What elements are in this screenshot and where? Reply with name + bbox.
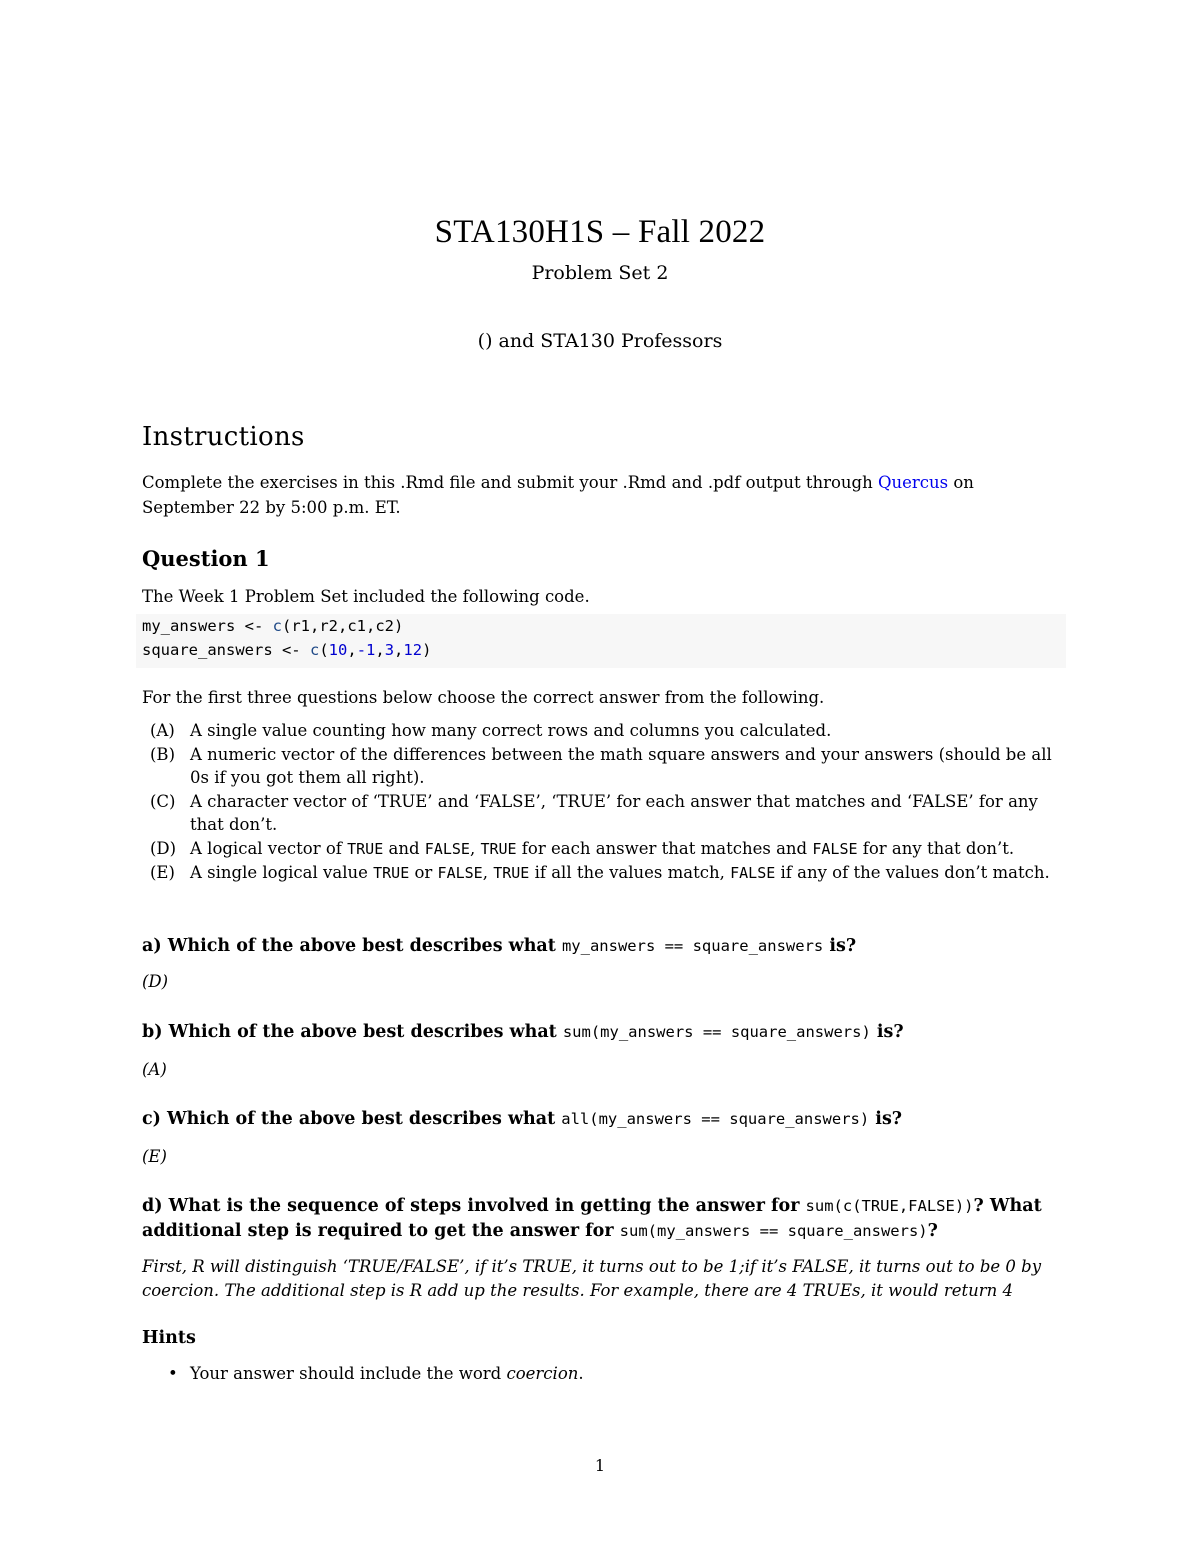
question-b — [142, 1020, 1060, 1045]
answer-options — [150, 719, 1062, 886]
document-author: () and STA130 Professors — [477, 330, 723, 352]
option-fragment: A single logical value — [190, 863, 374, 882]
question-code: my_answers == square_answers — [561, 937, 824, 955]
option-text: A character vector of ‘TRUE’ and ‘FALSE’, ‘TRUE’ for each answer that matches and ‘FALSE’ for any that don’t. — [190, 791, 1038, 834]
option-fragment: if any of the values don’t match. — [775, 863, 1050, 882]
quercus-link[interactable]: Quercus — [877, 473, 949, 492]
option-key: (E) — [150, 863, 175, 882]
question-text: b) Which of the above best describes what — [142, 1022, 563, 1042]
option-d — [150, 837, 1062, 862]
answer-a: (D) — [142, 972, 169, 991]
option-code: TRUE — [347, 839, 384, 858]
code-line-1 — [142, 617, 403, 635]
document-subtitle: Problem Set 2 — [531, 262, 669, 284]
question-text: d) What is the sequence of steps involved in getting the answer for — [142, 1196, 806, 1216]
question-code: sum(my_answers == square_answers) — [562, 1023, 871, 1041]
code-token: 12 — [403, 641, 423, 659]
option-code: FALSE — [812, 839, 858, 858]
question1-heading: Question 1 — [142, 546, 270, 571]
instructions-text-after: on September 22 by 5:00 p.m. ET. — [142, 473, 974, 517]
option-code: FALSE — [730, 864, 776, 882]
answer-b: (A) — [142, 1060, 167, 1079]
question-c — [142, 1107, 1060, 1132]
option-key: (A) — [150, 721, 175, 740]
question-text: a) Which of the above best describes what — [142, 936, 562, 956]
code-token: c — [309, 641, 320, 659]
option-text: A numeric vector of the differences between the math square answers and your answers (should be all 0s if you got them all right). — [190, 744, 1052, 787]
code-token: ( — [319, 641, 329, 659]
bullet-icon: • — [168, 1364, 178, 1383]
question-a — [142, 934, 1060, 959]
option-code: TRUE — [493, 864, 530, 882]
option-key: (B) — [150, 744, 175, 764]
option-code: FALSE — [424, 839, 470, 858]
code-token: ) — [422, 641, 432, 659]
option-key: (D) — [150, 838, 177, 858]
option-fragment: , — [482, 863, 494, 882]
code-token: (r1,r2,c1,c2) — [282, 617, 404, 635]
answer-c: (E) — [142, 1147, 167, 1166]
question-code: sum(c(TRUE,FALSE)) — [805, 1197, 974, 1215]
instructions-text — [142, 470, 1060, 520]
option-fragment: or — [409, 863, 438, 882]
option-fragment: , — [469, 838, 481, 858]
option-code: FALSE — [437, 864, 483, 882]
question-text: is? — [869, 1109, 903, 1129]
question-code: all(my_answers == square_answers) — [561, 1110, 870, 1128]
answer-d: First, R will distinguish ‘TRUE/FALSE’, if it’s TRUE, it turns out to be 1;if it’s FALSE, it turns out to be 0 by coercion. The additional step is R add up the results. For example, there are 4 TRUEs, it would return 4 — [142, 1257, 1042, 1300]
code-block — [136, 614, 1066, 668]
option-fragment: if all the values match, — [529, 863, 731, 882]
option-fragment: and — [383, 838, 425, 858]
question1-intro: The Week 1 Problem Set included the following code. — [142, 587, 590, 606]
question-d — [142, 1194, 1060, 1244]
option-text — [190, 837, 1062, 862]
question-text: ? — [927, 1221, 938, 1241]
code-token: c — [272, 617, 282, 635]
question-code: sum(my_answers == square_answers) — [619, 1222, 928, 1240]
hints-heading: Hints — [142, 1328, 196, 1348]
option-e — [150, 861, 1062, 886]
hint-fragment: . — [578, 1364, 584, 1383]
instructions-text-before: Complete the exercises in this .Rmd file and submit your .Rmd and .pdf output through — [142, 473, 878, 492]
question-text: ? What additional step is required to get the answer for — [142, 1196, 1042, 1241]
option-fragment: A logical vector of — [190, 838, 348, 858]
option-fragment: for any that don’t. — [857, 838, 1015, 858]
code-token: , — [394, 641, 404, 659]
question-text: is? — [870, 1022, 904, 1042]
option-key: (C) — [150, 791, 176, 811]
code-token: my_answers <- — [142, 617, 273, 635]
hints-list-item — [142, 1364, 1060, 1383]
option-text — [190, 861, 1062, 886]
code-token: square_answers <- — [142, 641, 310, 659]
hint-text — [190, 1364, 584, 1383]
option-code: TRUE — [373, 864, 410, 882]
code-line-2 — [142, 641, 431, 659]
question-text: is? — [823, 936, 857, 956]
hint-emphasis: coercion — [506, 1364, 579, 1383]
hint-fragment: Your answer should include the word — [190, 1364, 507, 1383]
code-token: , — [347, 641, 357, 659]
code-token: -1 — [356, 641, 376, 659]
page-number: 1 — [594, 1456, 606, 1475]
option-a — [150, 719, 1062, 743]
option-code: TRUE — [480, 839, 517, 858]
instructions-heading: Instructions — [142, 422, 305, 452]
option-b — [150, 743, 1062, 790]
option-c — [150, 790, 1062, 837]
choose-instruction: For the first three questions below choose the correct answer from the following. — [142, 688, 825, 707]
document-title: STA130H1S – Fall 2022 — [434, 214, 766, 250]
question-text: c) Which of the above best describes what — [142, 1109, 562, 1129]
option-fragment: for each answer that matches and — [516, 838, 813, 858]
code-token: 10 — [328, 641, 348, 659]
code-token: , — [375, 641, 385, 659]
code-token: 3 — [384, 641, 395, 659]
option-text: A single value counting how many correct rows and columns you calculated. — [190, 721, 832, 740]
